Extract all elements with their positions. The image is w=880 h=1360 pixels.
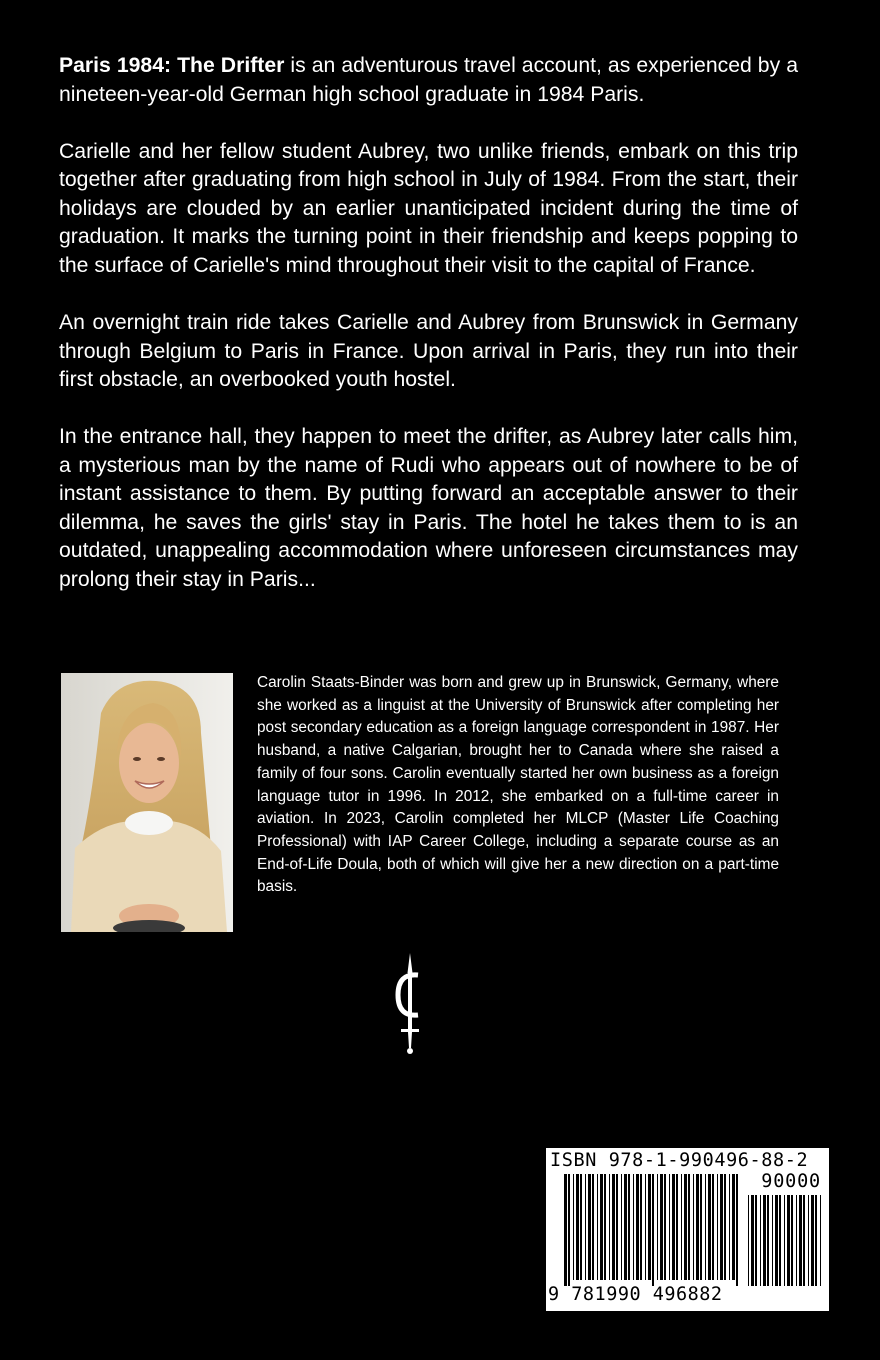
price-barcode-bars (748, 1195, 824, 1286)
book-title: Paris 1984: The Drifter (59, 54, 285, 77)
ean-barcode-bars (564, 1174, 740, 1286)
ean-digits: 9 781990 496882 (548, 1284, 723, 1305)
author-photo (61, 673, 233, 932)
isbn-barcode (546, 1148, 829, 1311)
dagger-monogram-icon (390, 953, 430, 1055)
isbn-label: ISBN 978-1-990496-88-2 (550, 1150, 809, 1171)
blurb-paragraph-4: In the entrance hall, they happen to meet the drifter, as Aubrey later calls him, a mysterious man by the name of Rudi who appears out of nowhere to be of instant assistance to them. By putting forward an acceptable answer to their dilemma, he saves the girls' stay in Paris. The hotel he takes them to is an outdated, unappealing accommodation where unforeseen circumstances may prolong their stay in Paris... (59, 425, 798, 592)
back-cover-blurb (59, 52, 798, 623)
blurb-p1-text: is an adventurous travel account, as experienced by a nineteen-year-old German high school graduate in 1984 Paris. (59, 54, 798, 106)
blurb-paragraph-1 (59, 52, 798, 109)
author-bio: Carolin Staats-Binder was born and grew up in Brunswick, Germany, where she worked as a linguist at the University of Brunswick after completing her post secondary education as a foreign language correspondent in 1987. Her husband, a native Calgarian, brought her to Canada where she raised a family of four sons. Carolin eventually started her own business as a foreign language tutor in 1996. In 2012, she embarked on a full-time career in aviation. In 2023, Carolin completed her MLCP (Master Life Coaching Professional) with IAP Career College, including a separate course as an End-of-Life Doula, both of which will give her a new direction on a part-time basis. (257, 674, 779, 896)
blurb-paragraph-2: Carielle and her fellow student Aubrey, two unlike friends, embark on this trip together after graduating from high school in July of 1984. From the start, their holidays are clouded by an earlier unanticipated incident during the time of graduation. It marks the turning point in their friendship and keeps popping to the surface of Carielle's mind throughout their visit to the capital of France. (59, 139, 798, 277)
price-code: 90000 (761, 1171, 821, 1192)
blurb-paragraph-3: An overnight train ride takes Carielle and Aubrey from Brunswick in Germany through Belgium to Paris in France. Upon arrival in Paris, they run into their first obstacle, an overbooked youth hostel. (59, 310, 798, 392)
